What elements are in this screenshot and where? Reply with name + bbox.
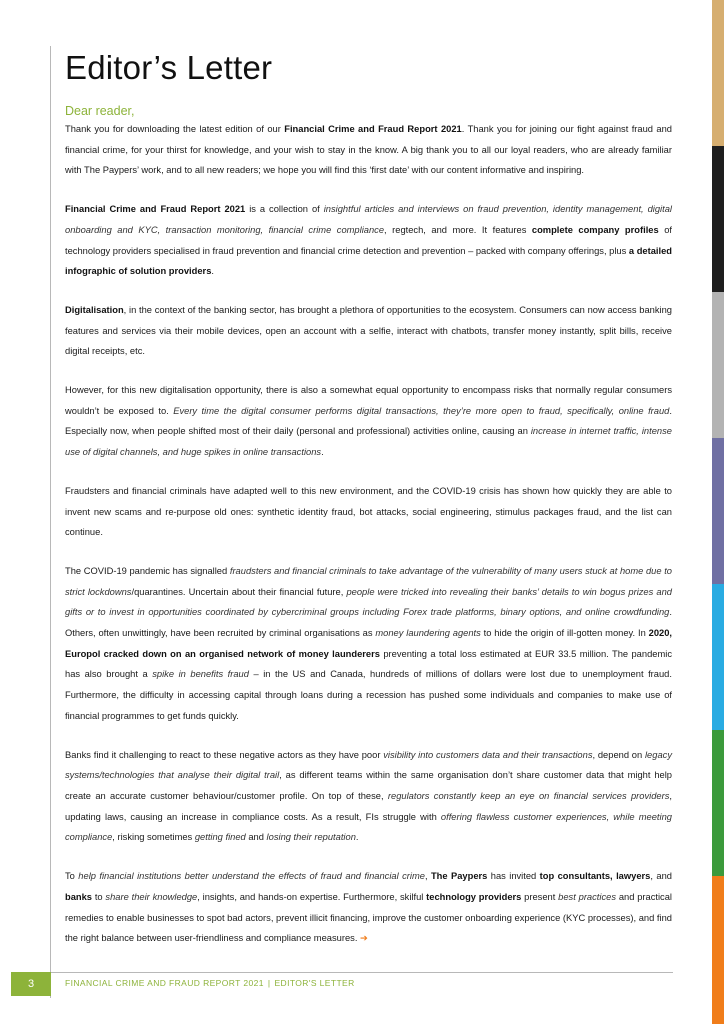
- tab-color-2: [712, 146, 724, 292]
- paragraph-closing: To help financial institutions better understand the effects of fraud and financial crime, The Paypers has invited top consultants, lawyers, and banks to share their knowledge, insights, and hands-on expertise. Furthermore, skilful technology providers present best practices and practical remedies to enable businesses to spot bad actors, prevent illicit financing, improve the customer onboarding experience (KYC processes), and find the right balance between user-friendliness and compliance measures. ➔: [65, 871, 672, 944]
- tab-color-4: [712, 438, 724, 584]
- left-margin-rule: [50, 46, 51, 998]
- paragraph-banks: Banks find it challenging to react to these negative actors as they have poor visibility into customers data and their transactions, depend on legacy systems/technologies that analyse their digital trail, as different teams within the same organisation don’t share customer data that might help create an accurate customer behaviour/customer profile. On top of these, regulators constantly keep an eye on financial services providers, updating laws, causing an increase in compliance costs. As a result, FIs struggle with offering flawless customer experiences, while meeting compliance, risking sometimes getting fined and losing their reputation.: [65, 749, 673, 843]
- footer-running-title: [65, 978, 355, 988]
- tab-color-6: [712, 730, 724, 876]
- paragraph-risks: However, for this new digitalisation opportunity, there is also a somewhat equal opportunity to encompass risks that normally regular consumers wouldn’t be exposed to. Every time the digital consumer performs digital transactions, they’re more open to fraud, specifically, online fraud. Especially now, when people shifted most of their daily (personal and professional) activities online, causing an increase in internet traffic, intense use of digital channels, and huge spikes in online transactions.: [65, 385, 672, 458]
- tab-color-5: [712, 584, 724, 730]
- footer-section-name: EDITOR'S LETTER: [274, 978, 355, 988]
- footer-separator: |: [267, 978, 271, 988]
- footer-rule: [50, 972, 673, 973]
- page-number: 3: [11, 972, 51, 996]
- tab-color-7: [712, 876, 724, 1024]
- paragraph-covid: The COVID-19 pandemic has signalled fraudsters and financial criminals to take advantage of the vulnerability of many users stuck at home due to strict lockdowns/quarantines. Uncertain about their financial future, people were tricked into revealing their banks’ details to win bogus prizes and gifts or to invest in opportunities coordinated by cybercriminal groups including Forex trade platforms, binary options, and online crowdfunding. Others, often unwittingly, have been recruited by criminal organisations as money laundering agents to hide the origin of ill-gotten money. In 2020, Europol cracked down on an organised network of money launderers preventing a total loss estimated at EUR 33.5 million. The pandemic has also brought a spike in benefits fraud – in the US and Canada, hundreds of millions of dollars were lost due to unemployment fraud. Furthermore, the difficulty in accessing capital through loans during a recession has pushed some individuals and companies to make use of financial programmes to get funds quickly.: [65, 565, 673, 721]
- letter-body: [65, 48, 672, 967]
- paragraph-report-contents: Financial Crime and Fraud Report 2021 is a collection of insightful articles and interviews on fraud prevention, identity management, digital onboarding and KYC, transaction monitoring, financial crime compliance, regtech, and more. It features complete company profiles of technology providers specialised in fraud prevention and financial crime detection and prevention – packed with company offerings, plus a detailed infographic of solution providers.: [65, 204, 673, 277]
- tab-color-3: [712, 292, 724, 438]
- paragraph-intro: Thank you for downloading the latest edition of our Financial Crime and Fraud Report 2021. Thank you for joining our fight against fraud and financial crime, for your thirst for knowledge, and your wish to stay in the know. A big thank you to all our loyal readers, who are already familiar with The Paypers’ work, and to all new readers; we hope you will find this ‘first date’ with our content informative and inspiring.: [65, 124, 672, 176]
- footer-report-name: FINANCIAL CRIME AND FRAUD REPORT 2021: [65, 978, 264, 988]
- paragraph-fraudsters: Fraudsters and financial criminals have adapted well to this new environment, and the COVID-19 crisis has shown how quickly they are able to invent new scams and re-purpose old ones: synthetic identity fraud, bot attacks, social engineering, stimulus packages fraud, and the list can continue.: [65, 485, 672, 538]
- continue-arrow-icon: ➔: [360, 933, 368, 944]
- paragraph-digitalisation: Digitalisation, in the context of the banking sector, has brought a plethora of opportunities to the ecosystem. Consumers can now access banking features and services via their mobile devices, open an account with a selfie, interact with chatbots, transfer money instantly, split bills, receive digital receipts, etc.: [65, 304, 672, 357]
- section-color-tabs: [712, 0, 724, 1024]
- salutation: Dear reader,: [65, 104, 135, 118]
- tab-color-1: [712, 0, 724, 146]
- page-title: Editor’s Letter: [65, 49, 273, 86]
